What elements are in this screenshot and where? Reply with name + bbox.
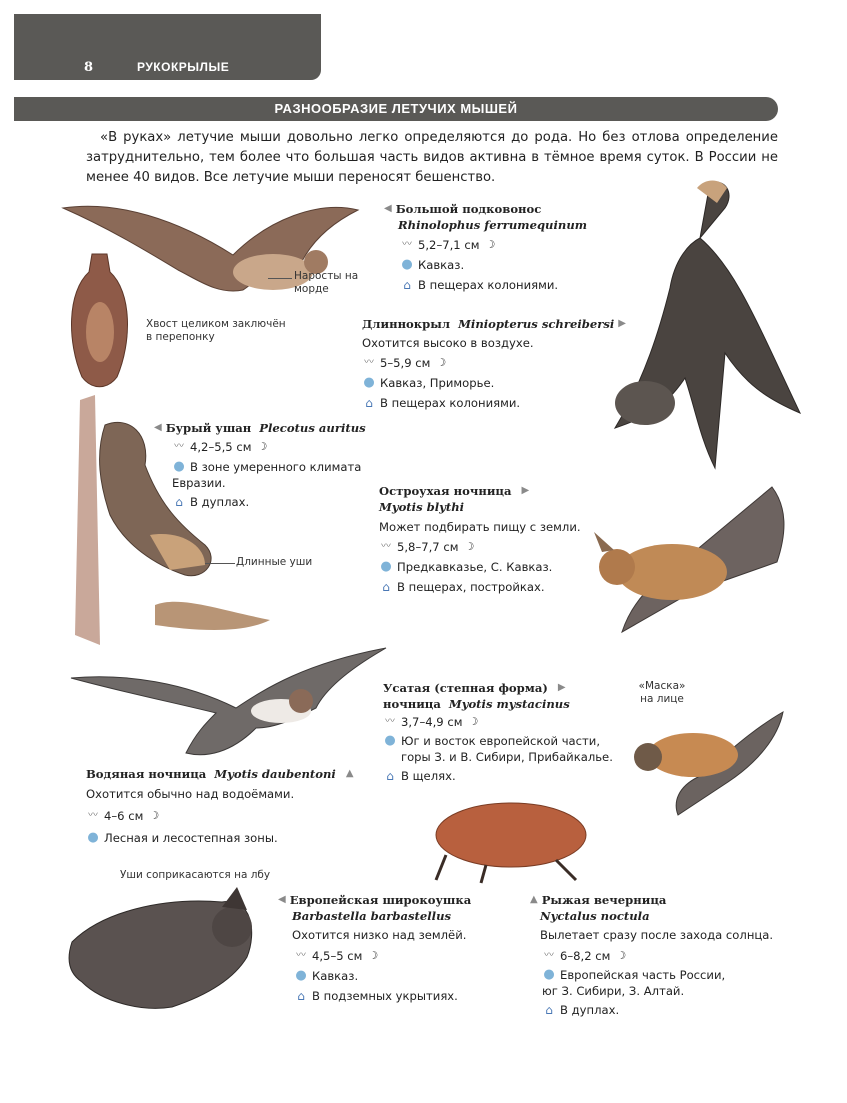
house-icon: ⌂ [175, 495, 183, 509]
species-habitat: В дуплах. [190, 495, 250, 509]
house-icon: ⌂ [545, 1003, 553, 1017]
chapter-title: РУКОКРЫЛЫЕ [137, 60, 230, 74]
species-note: Охотится высоко в воздухе. [362, 336, 534, 350]
house-icon: ⌂ [297, 989, 305, 1003]
species-latin: Plecotus auritus [259, 421, 366, 435]
species-name: Рыжая вечерница [541, 893, 667, 907]
page-number: 8 [84, 60, 94, 75]
ears-touch-callout: Уши соприкасаются на лбу [120, 869, 271, 881]
species-habitat: В пещерах, постройках. [397, 580, 545, 594]
species-name: Водяная ночница [86, 767, 207, 781]
species-range: Лесная и лесостепная зоны. [104, 831, 278, 845]
species-whiskered [383, 680, 613, 784]
species-range: Юг и восток европейской части, [401, 734, 601, 748]
species-range-cont: Евразии. [172, 476, 226, 490]
species-longeared [150, 420, 366, 510]
growths-callout: Наросты на морде [294, 270, 359, 295]
daubenton-bat-flying-illustration [66, 643, 391, 763]
species-range: Кавказ. [418, 258, 465, 272]
bat-size-icon: 〰 [174, 441, 184, 452]
pointer-up-icon: ▲ [345, 768, 354, 779]
species-size: 4,5–5 см [312, 949, 363, 963]
species-habitat: В щелях. [401, 769, 456, 783]
house-icon: ⌂ [403, 278, 411, 292]
house-icon: ⌂ [382, 580, 390, 594]
pointer-right-icon: ▶ [618, 318, 626, 329]
moon-icon: ☽ [468, 715, 479, 728]
bat-size-icon: 〰 [544, 950, 554, 961]
species-name-cont: ночница [383, 697, 441, 711]
mask-callout: «Маска» на лице [638, 680, 686, 705]
pointer-left-icon: ◀ [278, 894, 286, 905]
mouse-eared-bat-illustration [572, 482, 797, 647]
species-range: Кавказ, Приморье. [380, 376, 495, 390]
species-latin: Nyctalus noctula [540, 909, 650, 923]
species-horseshoe [380, 201, 587, 293]
species-barbastelle [274, 892, 471, 1004]
species-range: Кавказ. [312, 969, 359, 983]
species-habitat: В дуплах. [560, 1003, 620, 1017]
house-icon: ⌂ [386, 769, 394, 783]
species-myotis-blythi [379, 483, 581, 595]
species-size: 5,8–7,7 см [397, 540, 459, 554]
globe-icon: ● [87, 830, 99, 845]
long-ears-leader [205, 563, 235, 564]
house-icon: ⌂ [365, 396, 373, 410]
bat-size-icon: 〰 [296, 950, 306, 961]
barbastelle-bat-illustration [62, 882, 262, 1017]
pointer-left-icon: ◀ [384, 203, 392, 214]
species-latin: Myotis daubentoni [214, 767, 336, 781]
species-name: Европейская широкоушка [289, 893, 472, 907]
species-size: 5,2–7,1 см [418, 238, 480, 252]
species-latin: Rhinolophus ferrumequinum [398, 218, 588, 232]
species-note: Может подбирать пищу с земли. [379, 520, 581, 534]
globe-icon: ● [295, 968, 307, 983]
bat-size-icon: 〰 [402, 239, 412, 250]
species-latin: Miniopterus schreibersi [458, 317, 615, 331]
moon-icon: ☽ [257, 440, 268, 453]
species-bentwing [362, 316, 630, 411]
globe-icon: ● [363, 375, 375, 390]
species-range-cont: горы З. и В. Сибири, Прибайкалье. [401, 750, 613, 764]
species-range: Предкавказье, С. Кавказ. [397, 560, 553, 574]
species-latin: Myotis blythi [379, 500, 465, 514]
species-habitat: В пещерах колониями. [418, 278, 559, 292]
species-range-cont: юг З. Сибири, З. Алтай. [542, 984, 685, 998]
globe-icon: ● [173, 459, 185, 474]
horseshoe-bat-hanging-illustration [62, 252, 137, 392]
bat-size-icon: 〰 [364, 357, 374, 368]
bat-size-icon: 〰 [88, 810, 98, 821]
species-name: Бурый ушан [165, 421, 252, 435]
species-size: 6–8,2 см [560, 949, 611, 963]
pointer-right-icon: ▶ [557, 682, 566, 693]
globe-icon: ● [380, 559, 392, 574]
pointer-right-icon: ▶ [521, 485, 530, 496]
species-latin: Myotis mystacinus [448, 697, 570, 711]
moon-icon: ☽ [368, 949, 379, 962]
pointer-up-icon: ▲ [530, 894, 538, 905]
whiskered-bat-illustration [618, 707, 788, 822]
species-size: 5–5,9 см [380, 356, 431, 370]
long-ears-callout: Длинные уши [236, 556, 313, 568]
species-range: В зоне умеренного климата [190, 460, 362, 474]
bat-size-icon: 〰 [385, 716, 395, 727]
species-size: 4–6 см [104, 809, 144, 823]
globe-icon: ● [401, 257, 413, 272]
species-range: Европейская часть России, [560, 968, 726, 982]
species-habitat: В подземных укрытиях. [312, 989, 458, 1003]
species-size: 3,7–4,9 см [401, 715, 463, 729]
pointer-left-icon: ◀ [154, 422, 162, 433]
species-note: Охотится обычно над водоёмами. [86, 787, 295, 801]
bentwing-bat-hanging-illustration [605, 178, 810, 478]
globe-icon: ● [384, 733, 396, 748]
species-habitat: В пещерах колониями. [380, 396, 521, 410]
globe-icon: ● [543, 967, 555, 982]
species-name: Большой подковонос [395, 202, 542, 216]
moon-icon: ☽ [464, 540, 475, 553]
section-title: РАЗНООБРАЗИЕ ЛЕТУЧИХ МЫШЕЙ [274, 101, 518, 116]
species-name: Остроухая ночница [379, 484, 512, 498]
species-noctule [526, 892, 773, 1018]
moon-icon: ☽ [485, 238, 496, 251]
species-latin: Barbastella barbastellus [292, 909, 452, 923]
species-note: Охотится низко над землёй. [292, 928, 467, 942]
moon-icon: ☽ [436, 356, 447, 369]
growths-leader [268, 278, 292, 279]
moon-icon: ☽ [149, 809, 160, 822]
tail-callout: Хвост целиком заключён в перепонку [146, 318, 286, 343]
noctule-bat-illustration [426, 795, 591, 885]
intro-paragraph: «В руках» летучие мыши довольно легко определяются до рода. Но без отлова определение затруднительно, тем более что большая часть видов активна в тёмное время суток. В России не менее 40 видов. Все летучие мыши переносят бешенство. [86, 130, 778, 185]
species-name: Усатая (степная форма) [383, 681, 548, 695]
species-name: Длиннокрыл [362, 317, 451, 331]
bat-size-icon: 〰 [381, 541, 391, 552]
species-size: 4,2–5,5 см [190, 440, 252, 454]
species-note: Вылетает сразу после захода солнца. [540, 928, 774, 942]
moon-icon: ☽ [616, 949, 627, 962]
species-daubenton [86, 766, 358, 846]
